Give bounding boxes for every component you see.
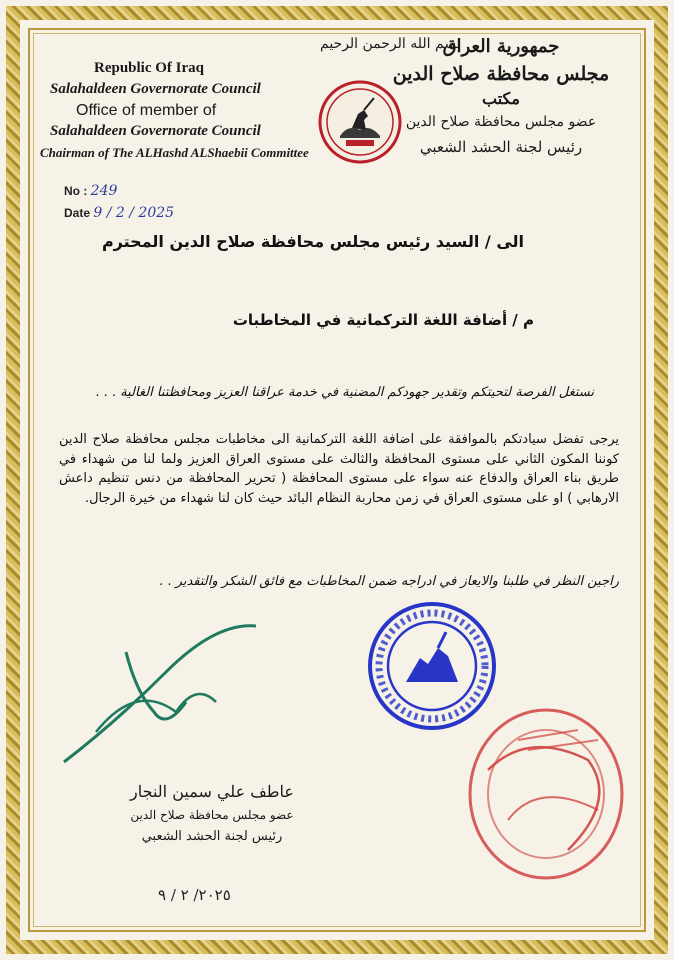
signature-block [112, 780, 312, 848]
header-en-line5: Chairman of The ALHashd ALShaebii Committee [40, 145, 309, 160]
signatory-name: عاطف علي سمين النجار [130, 782, 294, 801]
date-label: Date [64, 206, 91, 220]
subject-line: م / أضافة اللغة التركمانية في المخاطبات [232, 311, 534, 329]
header-en-line1: Republic Of Iraq [94, 60, 205, 76]
header-ar-line2: مجلس محافظة صلاح الدين [392, 63, 610, 85]
basmala-calligraphy: بسم الله الرحمن الرحيم [320, 36, 461, 52]
header-ar-line5: رئيس لجنة الحشد الشعبي [419, 138, 583, 156]
letter-body: يرجى تفضل سيادتكم بالموافقة على اضافة اللغة التركمانية الى مخاطبات مجلس محافظة صلاح الدين كوننا المكون الثاني على مستوى المحافظة والثالث على مستوى العراق العزيز ولما لنا من شهداء في طريق بناء العراق والدفاع عنه سواء على مستوى المحافظة ( تحرير المحافظة من دنس تنظيم داعش الارهابي ) او على مستوى العراق في زمن محاربة النظام البائد حيث كان لنا شهداء من خيرة الرجال. [59, 432, 619, 506]
no-value: 249 [90, 183, 118, 199]
reference-block [64, 180, 174, 224]
handwritten-signature-green [56, 612, 276, 772]
arabic-letterhead [386, 34, 616, 160]
signatory-title1: عضو مجلس محافظة صلاح الدين [130, 808, 294, 822]
reference-date [64, 202, 174, 224]
addressee-line: الى / السيد رئيس مجلس محافظة صلاح الدين المحترم [101, 232, 524, 251]
date-value: 9 / 2 / 2025 [93, 205, 175, 221]
signatory-title2: رئيس لجنة الحشد الشعبي [141, 829, 283, 844]
header-ar-line4: عضو مجلس محافظة صلاح الدين [405, 114, 597, 130]
header-ar-line1: جمهورية العراق [442, 36, 560, 57]
intro-line: نستغل الفرصة لتحيتكم وتقدير جهودكم المضنية في خدمة عراقنا العزيز ومحافظتنا الغالية . . . [95, 385, 594, 400]
official-stamp-red [458, 700, 634, 886]
header-en-line3: Office of member of [76, 102, 217, 119]
header-ar-line3: مكتب [482, 89, 520, 108]
closing-line: راجين النظر في طلبنا والايعاز في ادراجه ضمن المخاطبات مع فائق الشكر والتقدير . . [159, 574, 619, 589]
header-en-line4: Salahaldeen Governorate Council [50, 123, 261, 139]
english-letterhead [40, 58, 340, 163]
reference-number [64, 180, 174, 202]
no-label: No : [64, 184, 88, 198]
header-en-line2: Salahaldeen Governorate Council [50, 81, 261, 97]
signature-date: ٢٠٢٥/ ٢ / ٩ [158, 886, 231, 904]
